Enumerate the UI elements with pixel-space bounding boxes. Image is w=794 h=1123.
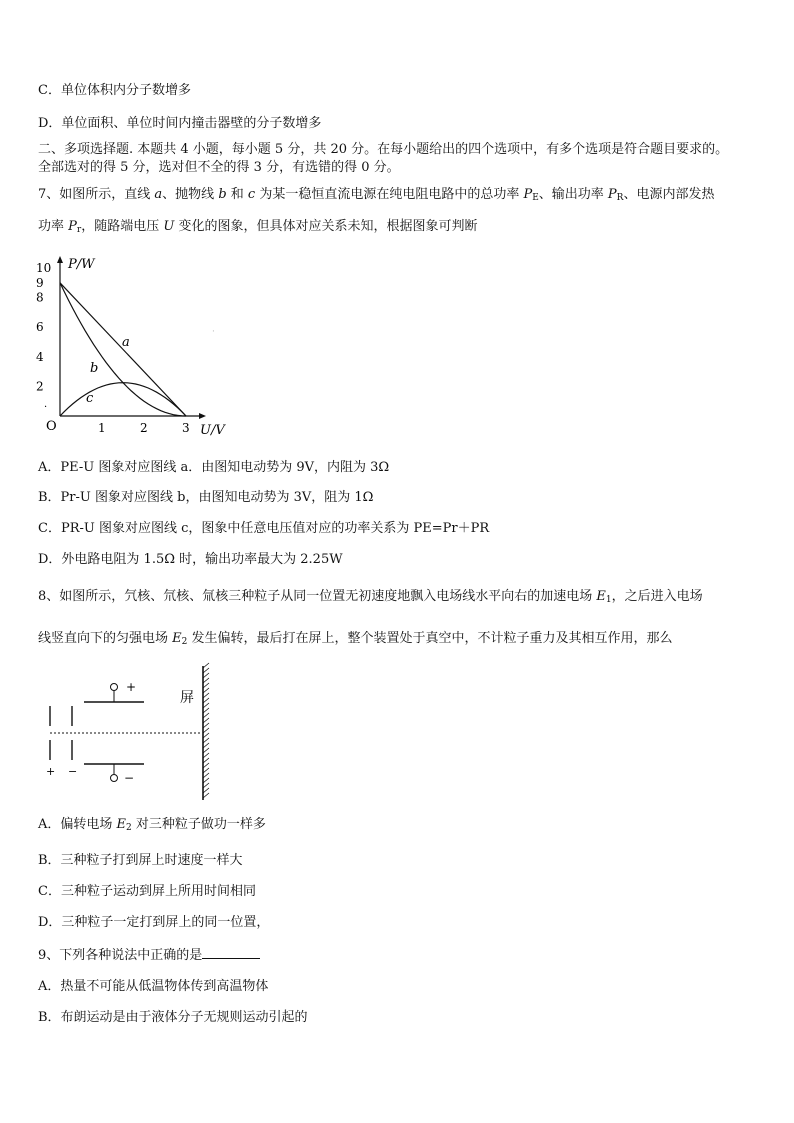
hatch-line (203, 673, 209, 678)
hatch-line (203, 758, 209, 763)
hatch-line (203, 768, 209, 773)
q8-option-b: B．三种粒子打到屏上时速度一样大 (38, 853, 243, 868)
hatch-line (203, 763, 209, 768)
y-tick-label: 4 (36, 349, 44, 364)
option-d-prev: D．单位面积、单位时间内撞击器壁的分子数增多 (38, 116, 322, 131)
hatch-line (203, 698, 209, 703)
hatch-line (203, 793, 209, 798)
q8-apparatus-diagram (40, 660, 220, 805)
hatch-line (203, 678, 209, 683)
q8-option-a: A．偏转电场 $E_2$ 对三种粒子做功一样多 (38, 817, 266, 833)
hatch-line (203, 788, 209, 793)
q7-power-graph (30, 250, 250, 440)
y-tick-label: 2 (36, 379, 44, 394)
series-label-c: c (86, 391, 94, 406)
hatch-line (203, 748, 209, 753)
section2-scoring: 全部选对的得 5 分，选对但不全的得 3 分，有选错的得 0 分。 (38, 160, 400, 175)
q7-option-a: A．PE-U 图象对应图线 a．由图知电动势为 9V，内阻为 3Ω (38, 460, 390, 475)
q8-option-d: D．三种粒子一定打到屏上的同一位置， (38, 915, 270, 930)
hatch-line (203, 743, 209, 748)
x-tick-label: 2 (140, 421, 148, 435)
deflector-bottom-minus: − (124, 771, 135, 785)
hatch-line (203, 728, 209, 733)
q8-stem-line2: 线竖直向下的匀强电场 $E_2$ 发生偏转，最后打在屏上，整个装置处于真空中，不计粒子重力及其相互作用，那么 (38, 631, 673, 647)
x-tick-label: 1 (98, 421, 106, 435)
hatch-line (203, 683, 209, 688)
y-axis-label: P/W (68, 257, 95, 272)
hatch-line (203, 713, 209, 718)
answer-blank (202, 946, 260, 959)
hatch-line (203, 718, 209, 723)
y-tick-label: 10 (36, 261, 52, 275)
accelerator-plus: + (46, 765, 56, 778)
section2-heading: 二、多项选择题. 本题共 4 小题，每小题 5 分，共 20 分。在每小题给出的四个选项中，有多个选项是符合题目要求的。 (38, 142, 729, 157)
y-tick-label: 6 (36, 320, 44, 335)
y-tick-label: 9 (36, 275, 44, 290)
option-c-prev: C．单位体积内分子数增多 (38, 83, 191, 98)
series-line-c (60, 383, 186, 416)
hatch-line (203, 753, 209, 758)
hatch-line (203, 663, 209, 668)
x-tick-label: 3 (182, 421, 190, 435)
hatch-line (203, 778, 209, 783)
deflector-bottom-terminal (111, 775, 118, 782)
x-axis-label: U/V (200, 423, 225, 438)
q9-stem: 9、下列各种说法中正确的是 (38, 946, 260, 965)
hatch-line (203, 733, 209, 738)
hatch-line (203, 668, 209, 673)
y-tick-label: 8 (36, 290, 44, 305)
y-axis-arrow (57, 256, 63, 263)
hatch-line (203, 703, 209, 708)
series-label-a: a (122, 335, 130, 350)
hatch-line (203, 688, 209, 693)
q7-option-d: D．外电路电阻为 1.5Ω 时，输出功率最大为 2.25W (38, 552, 343, 567)
q8-option-c: C．三种粒子运动到屏上所用时间相同 (38, 884, 256, 899)
hatch-line (203, 693, 209, 698)
stray-dot: · (44, 402, 48, 413)
q9-option-b: B．布朗运动是由于液体分子无规则运动引起的 (38, 1010, 308, 1025)
deflector-top-plus: + (126, 680, 137, 694)
deflector-top-terminal (111, 684, 118, 691)
hatch-line (203, 738, 209, 743)
q7-stem-line1: 7、如图所示，直线 a、抛物线 b 和 c 为某一稳恒直流电源在纯电阻电路中的总功率 $P_E$、输出功率 $P_R$、电源内部发热 (38, 187, 715, 203)
series-label-b: b (90, 361, 99, 376)
q7-option-c: C．PR-U 图象对应图线 c，图象中任意电压值对应的功率关系为 PE=Pr＋PR (38, 521, 490, 536)
screen-label: 屏 (180, 690, 194, 706)
hatch-line (203, 723, 209, 728)
accelerator-minus: − (68, 765, 78, 778)
q7-option-b: B．Pr-U 图象对应图线 b，由图知电动势为 3V，阻为 1Ω (38, 490, 374, 505)
hatch-line (203, 708, 209, 713)
hatch-line (203, 783, 209, 788)
q9-option-a: A．热量不可能从低温物体传到高温物体 (38, 979, 269, 994)
hatch-line (203, 773, 209, 778)
q8-stem-line1: 8、如图所示，氕核、氘核、氚核三种粒子从同一位置无初速度地飘入电场线水平向右的加速电场 $E_1$，之后进入电场 (38, 589, 703, 605)
corner-mark: · (212, 327, 215, 337)
origin-label: O (46, 419, 57, 434)
q7-stem-line2: 功率 $P_r$，随路端电压 U 变化的图象，但具体对应关系未知，根据图象可判断 (38, 219, 478, 235)
screen-hatching (203, 663, 209, 798)
x-axis-arrow (199, 413, 206, 419)
